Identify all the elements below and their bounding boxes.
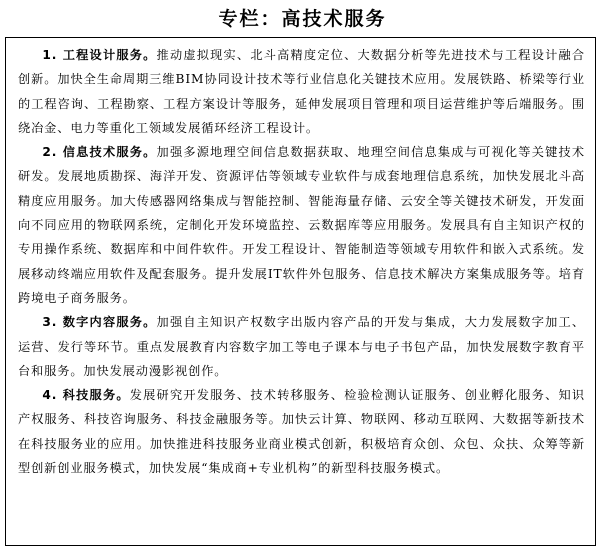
column-box — [5, 37, 596, 546]
column-title: 专栏：高技术服务 — [218, 8, 387, 30]
section-heading: 2. 信息技术服务。 — [42, 145, 157, 160]
section-body: 发展研究开发服务、技术转移服务、检验检测认证服务、创业孵化服务、知识产权服务、科技咨询服务、科技金融服务等。加快云计算、物联网、移动互联网、大数据等新技术在科技服务业的应用。加快推进科技服务业商业模式创新，积极培育众创、众包、众扶、众筹等新型创新创业服务模式，加快发展“集成商+专业机构”的新型科技服务模式。 — [18, 388, 585, 476]
section-body: 加强自主知识产权数字出版内容产品的开发与集成，大力发展数字加工、运营、发行等环节。重点发展教育内容数字加工等电子课本与电子书包产品，加快发展数字教育平台和服务。加快发展动漫影视创作。 — [18, 315, 585, 378]
section-body: 推动虚拟现实、北斗高精度定位、大数据分析等先进技术与工程设计融合创新。加快全生命周期三维BIM协同设计技术等行业信息化关键技术应用。发展铁路、桥梁等行业的工程咨询、工程勘察、工程方案设计等服务，延伸发展项目管理和项目运营维护等后端服务。围绕冶金、电力等重化工领域发展循环经济工程设计。 — [18, 48, 585, 135]
section-technology-services — [18, 383, 585, 480]
section-digital-content — [18, 310, 585, 383]
section-engineering-design — [18, 43, 585, 140]
section-heading: 1. 工程设计服务。 — [42, 48, 157, 62]
section-information-technology — [18, 140, 585, 310]
section-heading: 4. 科技服务。 — [42, 388, 130, 403]
section-body: 加强多源地理空间信息数据获取、地理空间信息集成与可视化等关键技术研发。发展地质勘探、海洋开发、资源评估等领域专业软件与成套地理信息系统，加快发展北斗高精度应用服务。加大传感器网络集成与智能控制、智能海量存储、云安全等关键技术研发，开发面向不同应用的物联网系统，定制化开发环境监控、云数据库等应用服务。发展具有自主知识产权的专用操作系统、数据库和中间件软件。开发工程设计、智能制造等领域专用软件和嵌入式系统。发展移动终端应用软件及配套服务。提升发展IT软件外包服务、信息技术解决方案集成服务等。培育跨境电子商务服务。 — [18, 145, 585, 305]
section-heading: 3. 数字内容服务。 — [42, 315, 157, 330]
